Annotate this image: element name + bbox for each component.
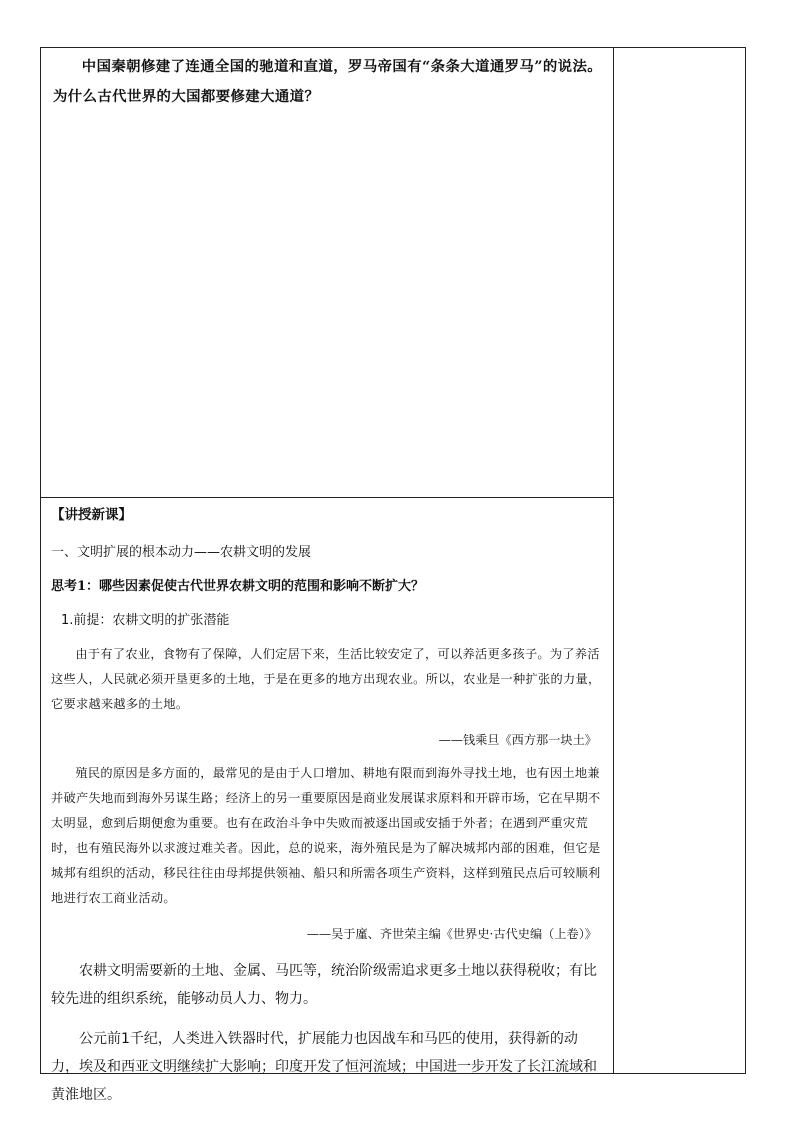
intro-question-cell bbox=[41, 48, 613, 497]
new-lesson-cell bbox=[41, 498, 613, 1103]
quote-excerpt: 殖民的原因是多方面的，最常见的是由于人口增加、耕地有限而到海外寻找土地，也有因土地兼并破产失地而到海外另谋生路；经济上的另一重要原因是商业发展谋求原料和开辟市场，它在早期不太明显，愈到后期便愈为重要。也有在政治斗争中失败而被逐出国或安插于外者；在遇到严重灾荒时，也有殖民海外以求渡过难关者。因此，总的说来，海外殖民是为了解决城邦内部的困难，但它是城邦有组织的活动，移民往往由母邦提供领袖、船只和所需各项生产资料，这样到殖民点后可较顺利地进行农工商业活动。 bbox=[51, 766, 601, 905]
section-tag: 【讲授新课】 bbox=[51, 507, 132, 523]
body-paragraph: 农耕文明需要新的土地、金属、马匹等，统治阶级需追求更多土地以获得税收；有比较先进的组织系统，能够动员人力、物力。 bbox=[51, 963, 597, 1007]
section-heading: 一、文明扩展的根本动力——农耕文明的发展 bbox=[51, 545, 312, 560]
body-paragraph: 公元前1千纪，人类进入铁器时代，扩展能力也因战车和马匹的使用，获得新的动力，埃及和西亚文明继续扩大影响；印度开发了恒河流域；中国进一步开发了长江流域和黄淮地区。 bbox=[51, 1031, 597, 1103]
think-question: 思考1：哪些因素促使古代世界农耕文明的范围和影响不断扩大？ bbox=[51, 579, 425, 594]
subheading: 1.前提：农耕文明的扩张潜能 bbox=[61, 613, 230, 628]
intro-question: 中国秦朝修建了连通全国的驰道和直道，罗马帝国有“条条大道通罗马”的说法。为什么古代世界的大国都要修建大通道？ bbox=[53, 58, 603, 105]
column-divider bbox=[613, 48, 614, 1073]
quote-excerpt: 由于有了农业，食物有了保障，人们定居下来，生活比较安定了，可以养活更多孩子。为了养活这些人，人民就必须开垦更多的土地，于是在更多的地方出现农业。所以，农业是一种扩张的力量，它要求越来越多的土地。 bbox=[51, 647, 601, 711]
quote-source: ——钱乘旦《西方那一块土》 bbox=[438, 733, 597, 747]
quote-source: ——吴于廑、齐世荣主编《世界史·古代史编（上卷）》 bbox=[306, 927, 597, 941]
lesson-table bbox=[40, 47, 746, 1103]
